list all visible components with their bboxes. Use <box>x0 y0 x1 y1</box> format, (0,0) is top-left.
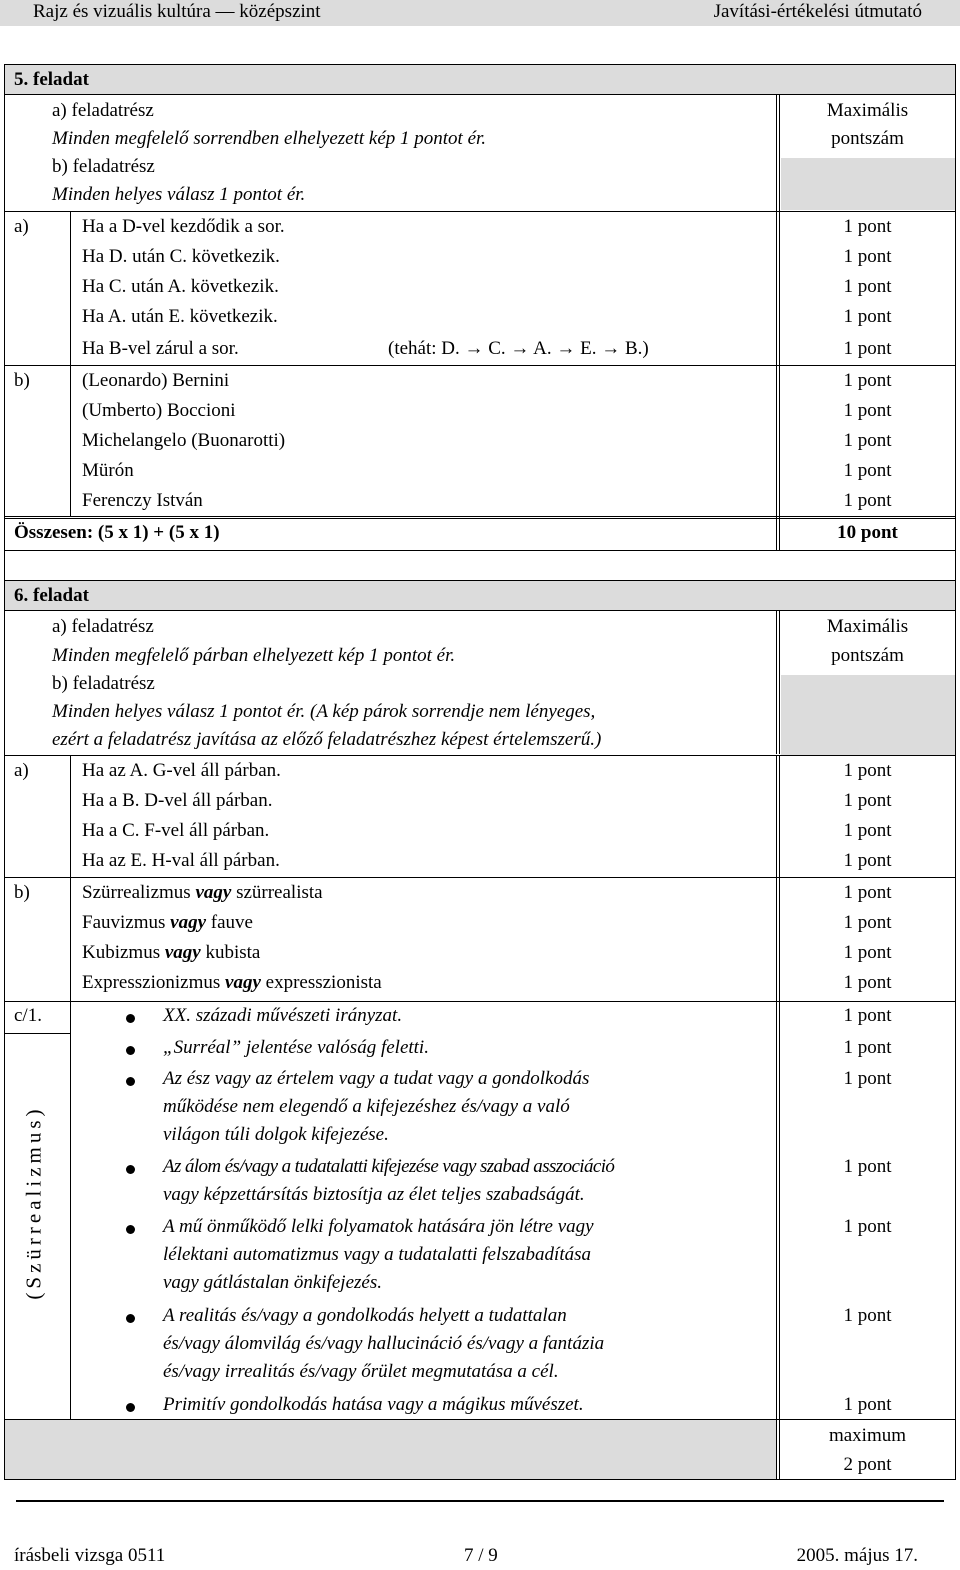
task6-c-label: c/1. <box>14 1005 42 1026</box>
max-label: pontszám <box>831 128 904 149</box>
point: 1 pont <box>843 430 892 451</box>
task6-intro-b-text: Minden helyes válasz 1 pontot ér. (A kép párok sorrendje nem lényeges, <box>52 701 596 722</box>
task5-intro-b-text: Minden helyes válasz 1 pontot ér. <box>52 184 306 205</box>
point: 1 pont <box>843 370 892 391</box>
task5-a-row: Ha C. után A. következik. <box>82 276 279 297</box>
side-label-surrealism: (Szürrealizmus) <box>21 1105 46 1300</box>
rule <box>4 610 956 611</box>
c-item-4-line: vagy képzettársítás biztosítja az élet teljes szabadságát. <box>163 1184 585 1205</box>
rule <box>955 64 956 550</box>
c-item-6-line: és/vagy álomvilág és/vagy hallucináció és/vagy a fantázia <box>163 1333 605 1354</box>
rule <box>4 877 956 878</box>
task5-a-row: Ha A. után E. következik. <box>82 306 278 327</box>
point: 1 pont <box>843 882 892 903</box>
task6-a-label: a) <box>14 760 29 781</box>
shade <box>781 675 955 755</box>
bullet-icon <box>126 1314 135 1323</box>
task5-total-value: 10 pont <box>837 522 898 543</box>
c-item-6-line: és/vagy irrealitás és/vagy őrület megmutatása a cél. <box>163 1361 559 1382</box>
c-item-1: XX. századi művészeti irányzat. <box>163 1005 403 1026</box>
task5-a-row: Ha D. után C. következik. <box>82 246 280 267</box>
c-item-3-line: működése nem elegendő a kifejezéshez és/vagy a való <box>163 1096 570 1117</box>
shade <box>5 581 955 610</box>
max-total-label: maximum <box>828 1425 907 1446</box>
rule <box>4 1479 956 1480</box>
shade <box>5 65 955 94</box>
rule <box>4 550 956 551</box>
footer-rule <box>16 1500 944 1502</box>
point: 1 pont <box>843 790 892 811</box>
task6-b-row <box>82 942 260 964</box>
point: 1 pont <box>843 912 892 933</box>
rule <box>955 580 956 1479</box>
task5-a-row: Ha B-vel zárul a sor. <box>82 338 239 359</box>
point: 1 pont <box>843 1305 892 1326</box>
point: 1 pont <box>843 942 892 963</box>
point: 1 pont <box>843 246 892 267</box>
rule <box>4 64 5 550</box>
term: Expresszionizmus <box>82 972 226 993</box>
bullet-icon <box>126 1046 135 1055</box>
or-word: vagy <box>170 912 207 933</box>
point: 1 pont <box>843 1037 892 1058</box>
task5-a-label: a) <box>14 216 29 237</box>
point: 1 pont <box>843 400 892 421</box>
term: szürrealista <box>231 882 323 903</box>
bullet-icon <box>126 1077 135 1086</box>
rule <box>4 516 956 519</box>
c-item-3-line: Az ész vagy az értelem vagy a tudat vagy a gondolkodás <box>163 1068 590 1089</box>
point: 1 pont <box>843 820 892 841</box>
footer-right: 2005. május 17. <box>796 1545 918 1566</box>
term: Fauvizmus <box>82 912 171 933</box>
rule <box>5 1033 70 1034</box>
header-left: Rajz és vizuális kultúra — középszint <box>33 1 321 22</box>
c-item-2: „Surréal” jelentése valóság feletti. <box>163 1037 429 1058</box>
task5-intro-a: a) feladatrész <box>52 100 154 121</box>
task5-b-label: b) <box>14 370 30 391</box>
c-item-5-line: vagy gátlástalan önkifejezés. <box>163 1272 382 1293</box>
task5-intro-a-text: Minden megfelelő sorrendben elhelyezett kép 1 pontot ér. <box>52 128 487 149</box>
task6-intro-a-text: Minden megfelelő párban elhelyezett kép 1 pontot ér. <box>52 645 456 666</box>
task5-b-row: (Umberto) Boccioni <box>82 400 236 421</box>
point: 1 pont <box>843 850 892 871</box>
footer-left: írásbeli vizsga 0511 <box>14 1545 166 1566</box>
point: 1 pont <box>843 490 892 511</box>
task5-title: 5. feladat <box>14 69 89 90</box>
rule <box>4 211 956 212</box>
task6-intro-a: a) feladatrész <box>52 616 154 637</box>
point: 1 pont <box>843 1394 892 1415</box>
task6-intro-b: b) feladatrész <box>52 673 155 694</box>
term: fauve <box>206 912 253 933</box>
or-word: vagy <box>164 942 201 963</box>
point: 1 pont <box>843 1216 892 1237</box>
point: 1 pont <box>843 1068 892 1089</box>
bullet-icon <box>126 1403 135 1412</box>
task6-a-row: Ha a C. F-vel áll párban. <box>82 820 270 841</box>
task6-b-row <box>82 912 253 934</box>
point: 1 pont <box>843 460 892 481</box>
header-right: Javítási-értékelési útmutató <box>713 1 922 22</box>
rule <box>4 580 5 1479</box>
rule <box>70 211 71 517</box>
task6-b-row <box>82 972 382 994</box>
c-item-3-line: világon túli dolgok kifejezése. <box>163 1124 389 1145</box>
task5-b-row: (Leonardo) Bernini <box>82 370 230 391</box>
task6-intro-b-text: ezért a feladatrész javítása az előző feladatrészhez képest értelemszerű.) <box>52 729 602 750</box>
c-item-7: Primitív gondolkodás hatása vagy a mágikus művészet. <box>163 1394 584 1415</box>
task5-b-row: Mürón <box>82 460 134 481</box>
bullet-icon <box>126 1014 135 1023</box>
point: 1 pont <box>843 306 892 327</box>
term: expresszionista <box>260 972 382 993</box>
page-header <box>0 0 960 26</box>
rule <box>70 755 71 1419</box>
task5-b-row: Michelangelo (Buonarotti) <box>82 430 286 451</box>
rule <box>4 550 5 580</box>
rule <box>4 1001 956 1002</box>
point: 1 pont <box>843 972 892 993</box>
term: Szürrealizmus <box>82 882 196 903</box>
task5-total-label: Összesen: (5 x 1) + (5 x 1) <box>14 522 220 543</box>
c-item-4-line: Az álom és/vagy a tudatalatti kifejezése vagy szabad asszociáció <box>163 1156 615 1177</box>
bullet-icon <box>126 1165 135 1174</box>
max-label: Maximális <box>826 616 909 637</box>
or-word: vagy <box>195 882 232 903</box>
point: 1 pont <box>843 1156 892 1177</box>
term: kubista <box>200 942 261 963</box>
task5-intro-b: b) feladatrész <box>52 156 155 177</box>
task6-title: 6. feladat <box>14 585 89 606</box>
max-total-value: 2 pont <box>843 1454 892 1475</box>
point: 1 pont <box>843 760 892 781</box>
task6-b-label: b) <box>14 882 30 903</box>
max-label: Maximális <box>826 100 909 121</box>
task5-b-row: Ferenczy István <box>82 490 203 511</box>
task5-sequence: (tehát: D. → C. → A. → E. → B.) <box>388 338 649 359</box>
rule <box>4 365 956 366</box>
c-item-5-line: lélektani automatizmus vagy a tudatalatti felszabadítása <box>163 1244 592 1265</box>
point: 1 pont <box>843 276 892 297</box>
point: 1 pont <box>843 216 892 237</box>
rule <box>4 94 956 95</box>
task6-a-row: Ha az E. H-val áll párban. <box>82 850 280 871</box>
point: 1 pont <box>843 1005 892 1026</box>
or-word: vagy <box>225 972 261 993</box>
max-label: pontszám <box>831 645 904 666</box>
rule <box>955 550 956 580</box>
bullet-icon <box>126 1225 135 1234</box>
c-item-5-line: A mű önműködő lelki folyamatok hatására jön létre vagy <box>163 1216 594 1237</box>
term: Kubizmus <box>82 942 165 963</box>
task6-a-row: Ha az A. G-vel áll párban. <box>82 760 281 781</box>
shade <box>781 158 955 210</box>
footer-center: 7 / 9 <box>464 1545 498 1566</box>
task6-b-row <box>82 882 323 904</box>
task6-a-row: Ha a B. D-vel áll párban. <box>82 790 273 811</box>
point: 1 pont <box>843 338 892 359</box>
shade <box>5 1420 776 1479</box>
rule <box>4 755 956 756</box>
task5-a-row: Ha a D-vel kezdődik a sor. <box>82 216 285 237</box>
c-item-6-line: A realitás és/vagy a gondolkodás helyett a tudattalan <box>163 1305 567 1326</box>
